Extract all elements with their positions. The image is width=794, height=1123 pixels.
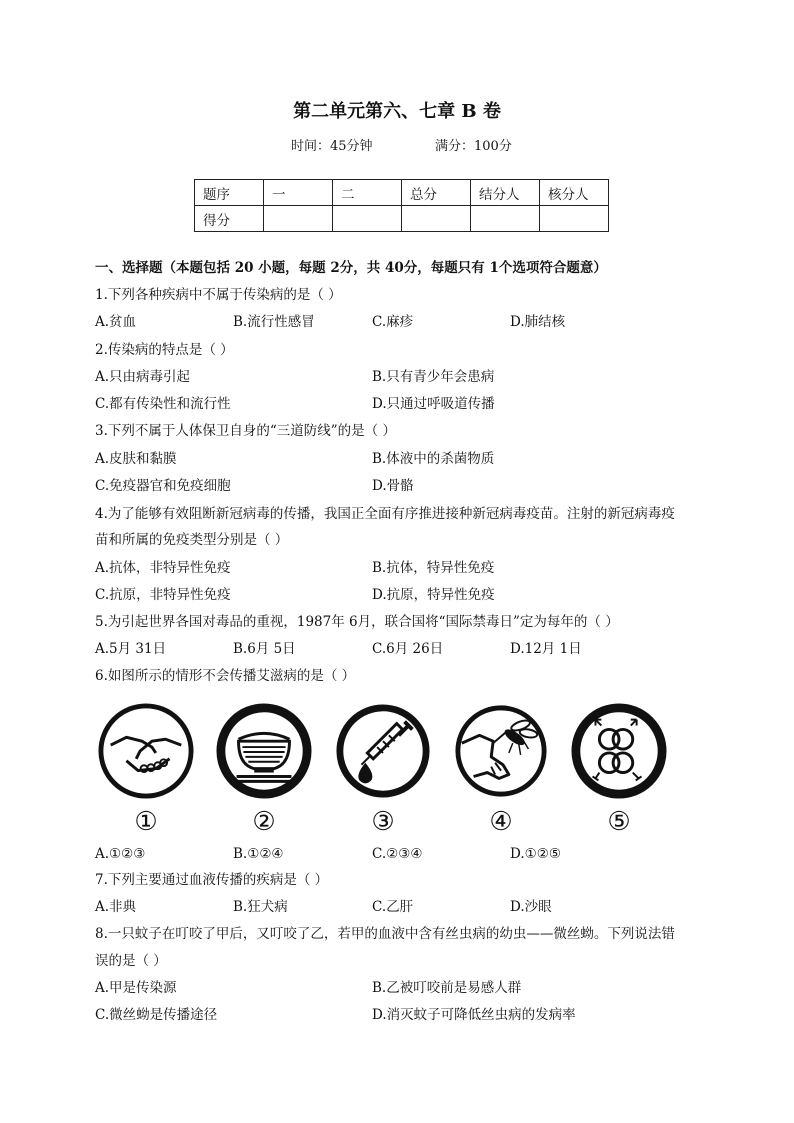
table-cell[interactable] <box>540 206 609 232</box>
figure-label: ④ <box>489 807 513 837</box>
table-cell[interactable] <box>402 206 471 232</box>
option-c[interactable]: C.麻疹 <box>372 314 414 330</box>
option-b[interactable]: B.流行性感冒 <box>233 314 315 330</box>
section-heading: 一、选择题（本题包括 20 小题，每题 2分，共 40分，每题只有 1个选项符合题意） <box>95 260 607 276</box>
option-d[interactable]: D.肺结核 <box>510 314 566 330</box>
question-stem: 3.下列不属于人体保卫自身的“三道防线”的是（ ） <box>95 423 396 439</box>
option-c[interactable]: C.微丝蚴是传播途径 <box>95 1007 218 1023</box>
question-stem: 6.如图所示的情形不会传播艾滋病的是（ ） <box>95 668 356 684</box>
option-c[interactable]: C.抗原，非特异性免疫 <box>95 587 231 603</box>
exam-full-score: 满分：100分 <box>435 139 512 154</box>
option-a[interactable]: A.抗体，非特异性免疫 <box>95 560 231 576</box>
question-stem: 2.传染病的特点是（ ） <box>95 342 234 358</box>
syringe-blood-icon <box>334 702 432 800</box>
table-cell[interactable] <box>333 206 402 232</box>
option-a[interactable]: A.5月 31日 <box>95 641 167 657</box>
option-b[interactable]: B.体液中的杀菌物质 <box>372 451 495 467</box>
option-a[interactable]: A.贫血 <box>95 314 137 330</box>
figure-label: ① <box>134 807 158 837</box>
rice-bowl-chopsticks-icon <box>215 702 313 800</box>
option-b[interactable]: B.抗体，特异性免疫 <box>372 560 495 576</box>
option-b[interactable]: B.乙被叮咬前是易感人群 <box>372 980 522 996</box>
option-a[interactable]: A.①②③ <box>95 846 146 862</box>
option-a[interactable]: A.甲是传染源 <box>95 980 177 996</box>
question-stem: 8.一只蚊子在叮咬了甲后，又叮咬了乙，若甲的血液中含有丝虫病的幼虫——微丝蚴。下列说法错 <box>95 926 675 942</box>
table-cell: 得分 <box>195 206 264 232</box>
option-d[interactable]: D.12月 1日 <box>510 641 582 657</box>
table-cell: 核分人 <box>540 180 609 206</box>
table-cell: 结分人 <box>471 180 540 206</box>
option-d[interactable]: D.消灭蚊子可降低丝虫病的发病率 <box>372 1007 576 1023</box>
table-cell[interactable] <box>471 206 540 232</box>
option-c[interactable]: C.都有传染性和流行性 <box>95 396 231 412</box>
exam-time: 时间：45分钟 <box>291 139 373 154</box>
option-c[interactable]: C.免疫器官和免疫细胞 <box>95 478 231 494</box>
page-title: 第二单元第六、七章 B 卷 <box>293 101 501 122</box>
figure-label: ③ <box>371 807 395 837</box>
score-table <box>194 179 609 232</box>
option-a[interactable]: A.皮肤和黏膜 <box>95 451 177 467</box>
option-b[interactable]: B.只有青少年会患病 <box>372 369 495 385</box>
table-cell[interactable] <box>264 206 333 232</box>
question-stem: 1.下列各种疾病中不属于传染病的是（ ） <box>95 287 342 303</box>
table-cell: 总分 <box>402 180 471 206</box>
table-row <box>195 206 609 232</box>
option-a[interactable]: A.只由病毒引起 <box>95 369 191 385</box>
handshake-icon <box>97 702 195 800</box>
figure-label: ② <box>252 807 276 837</box>
option-d[interactable]: D.沙眼 <box>510 899 552 915</box>
option-b[interactable]: B.6月 5日 <box>233 641 296 657</box>
gender-rings-icon <box>570 702 668 800</box>
option-a[interactable]: A.非典 <box>95 899 137 915</box>
option-d[interactable]: D.只通过呼吸道传播 <box>372 396 495 412</box>
question-stem-cont: 误的是（ ） <box>95 953 167 969</box>
option-c[interactable]: C.6月 26日 <box>372 641 444 657</box>
option-c[interactable]: C.乙肝 <box>372 899 414 915</box>
question-stem: 5.为引起世界各国对毒品的重视，1987年 6月，联合国将“国际禁毒日”定为每年的（ ） <box>95 614 619 630</box>
option-c[interactable]: C.②③④ <box>372 846 423 862</box>
option-b[interactable]: B.狂犬病 <box>233 899 288 915</box>
question-stem: 4.为了能够有效阻断新冠病毒的传播，我国正全面有序推进接种新冠病毒疫苗。注射的新冠病毒疫 <box>95 506 675 522</box>
mosquito-bite-icon <box>452 702 550 800</box>
table-cell: 一 <box>264 180 333 206</box>
question-stem-cont: 苗和所属的免疫类型分别是（ ） <box>95 532 289 548</box>
question-stem: 7.下列主要通过血液传播的疾病是（ ） <box>95 872 329 888</box>
table-cell: 二 <box>333 180 402 206</box>
table-cell: 题序 <box>195 180 264 206</box>
figure-label: ⑤ <box>607 807 631 837</box>
option-d[interactable]: D.抗原，特异性免疫 <box>372 587 495 603</box>
table-row <box>195 180 609 206</box>
option-d[interactable]: D.①②⑤ <box>510 846 561 862</box>
option-b[interactable]: B.①②④ <box>233 846 284 862</box>
option-d[interactable]: D.骨骼 <box>372 478 414 494</box>
